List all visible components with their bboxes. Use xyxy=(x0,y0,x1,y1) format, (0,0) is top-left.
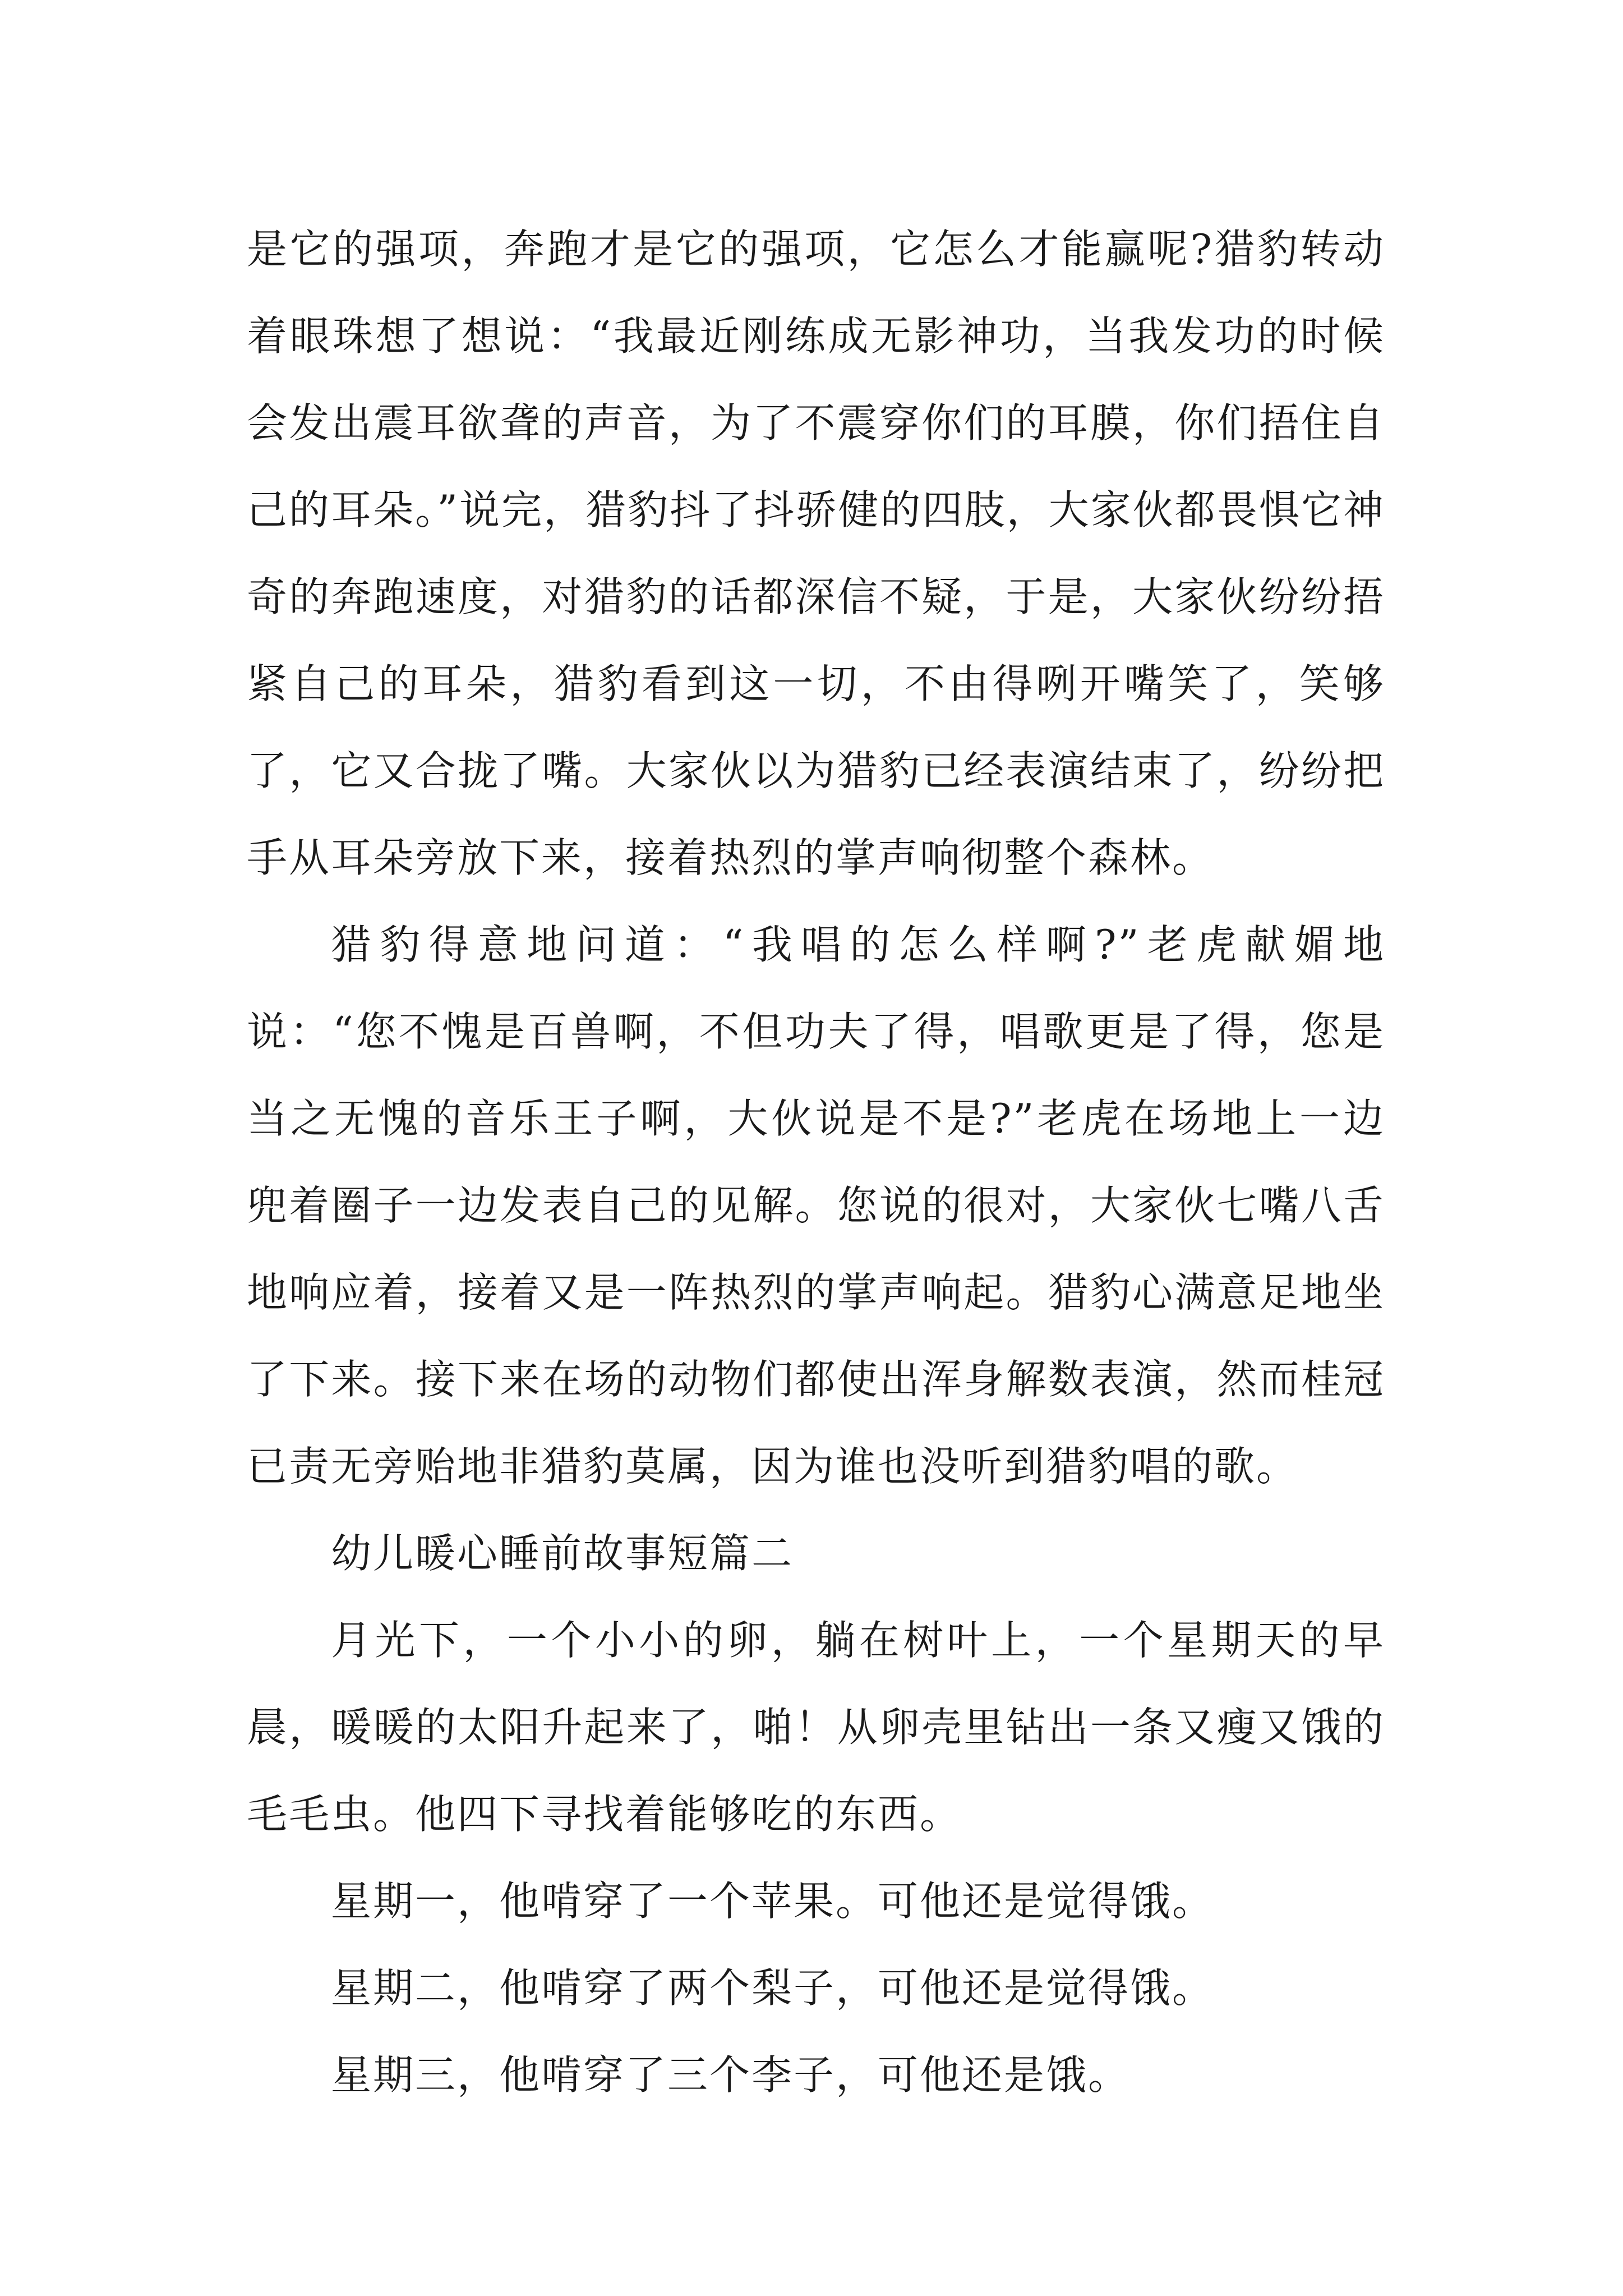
document-body xyxy=(247,206,1385,2119)
story-paragraph-monday: 星期一，他啃穿了一个苹果。可他还是觉得饿。 xyxy=(331,1878,1215,1925)
section-heading: 幼儿暖心睡前故事短篇二 xyxy=(331,1530,794,1577)
story-paragraph-wednesday: 星期三，他啃穿了三个李子，可他还是饿。 xyxy=(331,2051,1131,2099)
story-paragraph-2: 猎豹得意地问道：“我唱的怎么样啊?”老虎献媚地说：“您不愧是百兽啊，不但功夫了得，唱歌更是了得，您是当之无愧的音乐王子啊，大伙说是不是?”老虎在场地上一边兜着圈子一边发表自己的见解。您说的很对，大家伙七嘴八舌地响应着，接着又是一阵热烈的掌声响起。猎豹心满意足地坐了下来。接下来在场的动物们都使出浑身解数表演，然而桂冠已责无旁贻地非猎豹莫属，因为谁也没听到猎豹唱的歌。 xyxy=(247,921,1385,1490)
story-paragraph-1: 是它的强项，奔跑才是它的强项，它怎么才能赢呢?猎豹转动着眼珠想了想说：“我最近刚练成无影神功，当我发功的时候会发出震耳欲聋的声音，为了不震穿你们的耳膜，你们捂住自己的耳朵。”说完，猎豹抖了抖骄健的四肢，大家伙都畏惧它神奇的奔跑速度，对猎豹的话都深信不疑，于是，大家伙纷纷捂紧自己的耳朵，猎豹看到这一切，不由得咧开嘴笑了，笑够了，它又合拢了嘴。大家伙以为猎豹已经表演结束了，纷纷把手从耳朵旁放下来，接着热烈的掌声响彻整个森林。 xyxy=(247,226,1385,881)
story-paragraph-3: 月光下，一个小小的卵，躺在树叶上，一个星期天的早晨，暖暖的太阳升起来了，啪！从卵壳里钻出一条又瘦又饿的毛毛虫。他四下寻找着能够吃的东西。 xyxy=(247,1617,1385,1838)
story-paragraph-tuesday: 星期二，他啃穿了两个梨子，可他还是觉得饿。 xyxy=(331,1964,1215,2012)
